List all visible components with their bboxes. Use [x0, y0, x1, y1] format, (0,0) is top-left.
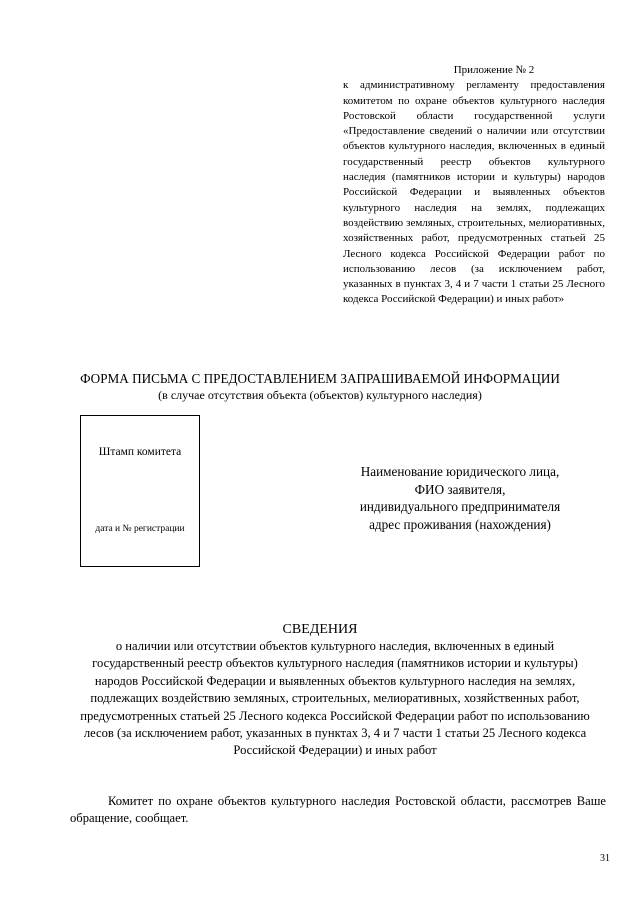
appendix-block [343, 63, 605, 308]
svedeniya-body: о наличии или отсутствии объектов культурного наследия, включенных в единый государственный реестр объектов культурного наследия (памятников истории и культуры) народов Российской Федерации и выявленных объектов культурного наследия на землях, подлежащих воздействию земляных, строительных, мелиоративных, хозяйственных работ, предусмотренных статьей 25 Лесного кодекса Российской Федерации работ по использованию лесов (за исключением работ, указанных в пунктах 3, 4 и 7 части 1 статьи 25 Лесного кодекса Российской Федерации) и иных работ [80, 639, 590, 758]
registration-date-label: дата и № регистрации [95, 524, 185, 534]
recipient-block [330, 463, 590, 533]
committee-paragraph: Комитет по охране объектов культурного наследия Ростовской области, рассмотрев Ваше обращение, сообщает. [70, 794, 606, 826]
stamp-box [80, 415, 200, 567]
appendix-text: к административному регламенту предоставления комитетом по охране объектов культурного наследия Ростовской области государственной услуги «Предоставление сведений о наличии или отсутствии объектов культурного наследия, включенных в единый государственный реестр объектов культурного наследия (памятников истории и культуры) народов Российской Федерации и выявленных объектов культурного наследия на землях, подлежащих воздействию земляных, строительных, мелиоративных, хозяйственных работ, предусмотренных статьей 25 Лесного кодекса Российской Федерации работ по использованию лесов (за исключением работ, указанных в пунктах 3, 4 и 7 части 1 статьи 25 Лесного кодекса Российской Федерации) и иных работ» [343, 79, 605, 306]
appendix-title: Приложение № 2 [453, 64, 535, 76]
form-title: ФОРМА ПИСЬМА С ПРЕДОСТАВЛЕНИЕМ ЗАПРАШИВАЕМОЙ ИНФОРМАЦИИ [80, 371, 560, 386]
recipient-line-2: ФИО заявителя, [414, 481, 506, 497]
form-subtitle: (в случае отсутствия объекта (объектов) культурного наследия) [158, 388, 482, 402]
svedeniya-title: СВЕДЕНИЯ [282, 622, 358, 637]
recipient-line-4: адрес проживания (нахождения) [369, 516, 551, 532]
recipient-line-3: индивидуального предпринимателя [359, 499, 561, 514]
page-number: 31 [600, 853, 610, 864]
recipient-line-1: Наименование юридического лица, [360, 464, 560, 479]
stamp-label: Штамп комитета [98, 446, 182, 458]
